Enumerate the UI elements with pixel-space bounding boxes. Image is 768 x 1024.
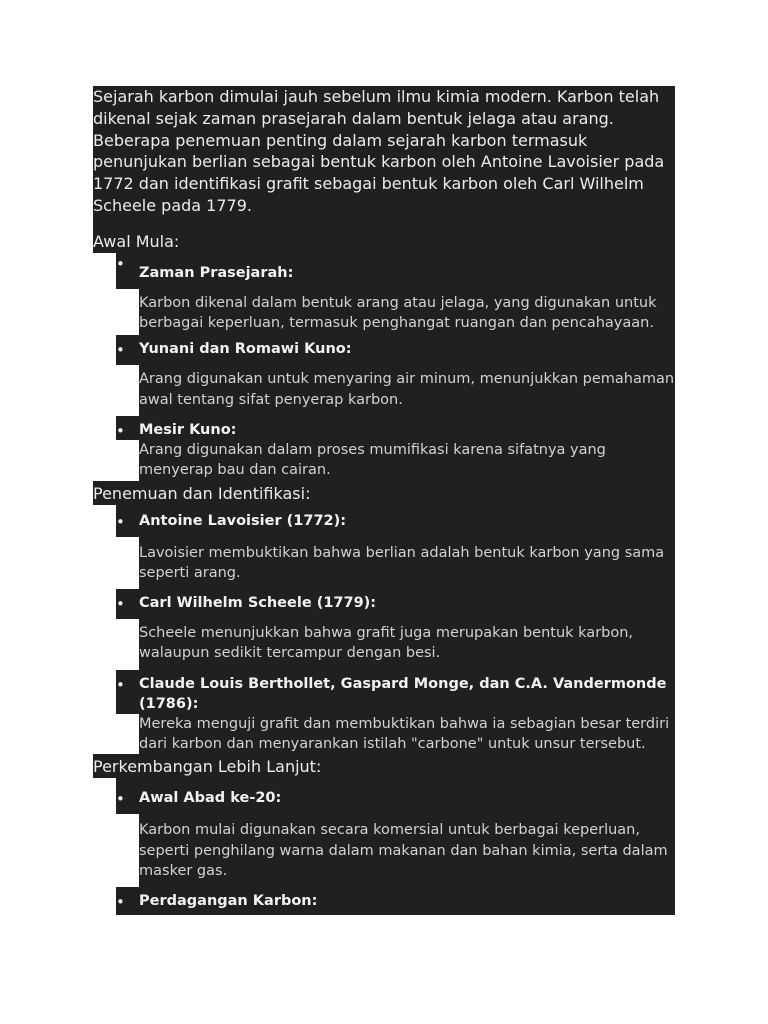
bullet-list — [93, 253, 675, 481]
bullet-icon: • — [116, 341, 125, 360]
item-title: Zaman Prasejarah: — [139, 264, 294, 281]
section-heading: Penemuan dan Identifikasi: — [93, 481, 675, 505]
bullet-list — [93, 778, 675, 915]
bullet-icon: • — [116, 512, 125, 531]
list-item — [93, 505, 675, 590]
list-item — [93, 335, 675, 416]
list-item — [93, 416, 675, 481]
list-item — [93, 887, 675, 915]
item-title: Yunani dan Romawi Kuno: — [139, 341, 352, 358]
item-description: Karbon dikenal dalam bentuk arang atau jelaga, yang digunakan untuk berbagai keperluan, termasuk penghangat ruangan dan pencahayaan. — [139, 294, 657, 332]
item-description: Mereka menguji grafit dan membuktikan bahwa ia sebagian besar terdiri dari karbon dan menyarankan istilah "carbone" untuk unsur tersebut. — [139, 715, 670, 753]
bullet-icon: • — [116, 421, 125, 440]
bullet-icon: • — [116, 254, 125, 273]
item-description: Scheele menunjukkan bahwa grafit juga merupakan bentuk karbon, walaupun sedikit tercampur dengan besi. — [139, 625, 634, 662]
intro-paragraph: Sejarah karbon dimulai jauh sebelum ilmu kimia modern. Karbon telah dikenal sejak zaman prasejarah dalam bentuk jelaga atau arang. Beberapa penemuan penting dalam sejarah karbon termasuk penunjukan berlian sebagai bentuk karbon oleh Antoine Lavoisier pada 1772 dan identifikasi grafit sebagai bentuk karbon oleh Carl Wilhelm Scheele pada 1779. — [93, 86, 675, 217]
item-title: Awal Abad ke-20: — [139, 790, 282, 807]
item-description: Arang digunakan untuk menyaring air minum, menunjukkan pemahaman awal tentang sifat penyerap karbon. — [139, 371, 675, 408]
item-description: Arang digunakan dalam proses mumifikasi karena sifatnya yang menyerap bau dan cairan. — [139, 441, 606, 479]
item-title: Perdagangan Karbon: — [139, 893, 318, 910]
section-heading: Perkembangan Lebih Lanjut: — [93, 754, 675, 778]
item-title: Mesir Kuno: — [139, 421, 237, 438]
spacer — [93, 217, 675, 231]
list-item — [93, 778, 675, 887]
section-heading: Awal Mula: — [93, 231, 675, 253]
list-item — [93, 670, 675, 755]
bullet-icon: • — [116, 893, 125, 912]
bullet-icon: • — [116, 675, 125, 694]
bullet-icon: • — [116, 595, 125, 614]
bullet-list — [93, 505, 675, 755]
list-item — [93, 589, 675, 670]
item-title: Claude Louis Berthollet, Gaspard Monge, dan C.A. Vandermonde (1786): — [139, 675, 667, 712]
list-item — [93, 253, 675, 336]
item-description: Karbon mulai digunakan secara komersial untuk berbagai keperluan, seperti penghilang warna dalam makanan dan bahan kimia, serta dalam masker gas. — [139, 822, 668, 879]
item-title: Carl Wilhelm Scheele (1779): — [139, 595, 377, 612]
document-body — [93, 86, 675, 915]
bullet-icon: • — [116, 790, 125, 809]
item-title: Antoine Lavoisier (1772): — [139, 512, 347, 529]
item-description: Lavoisier membuktikan bahwa berlian adalah bentuk karbon yang sama seperti arang. — [139, 544, 665, 581]
